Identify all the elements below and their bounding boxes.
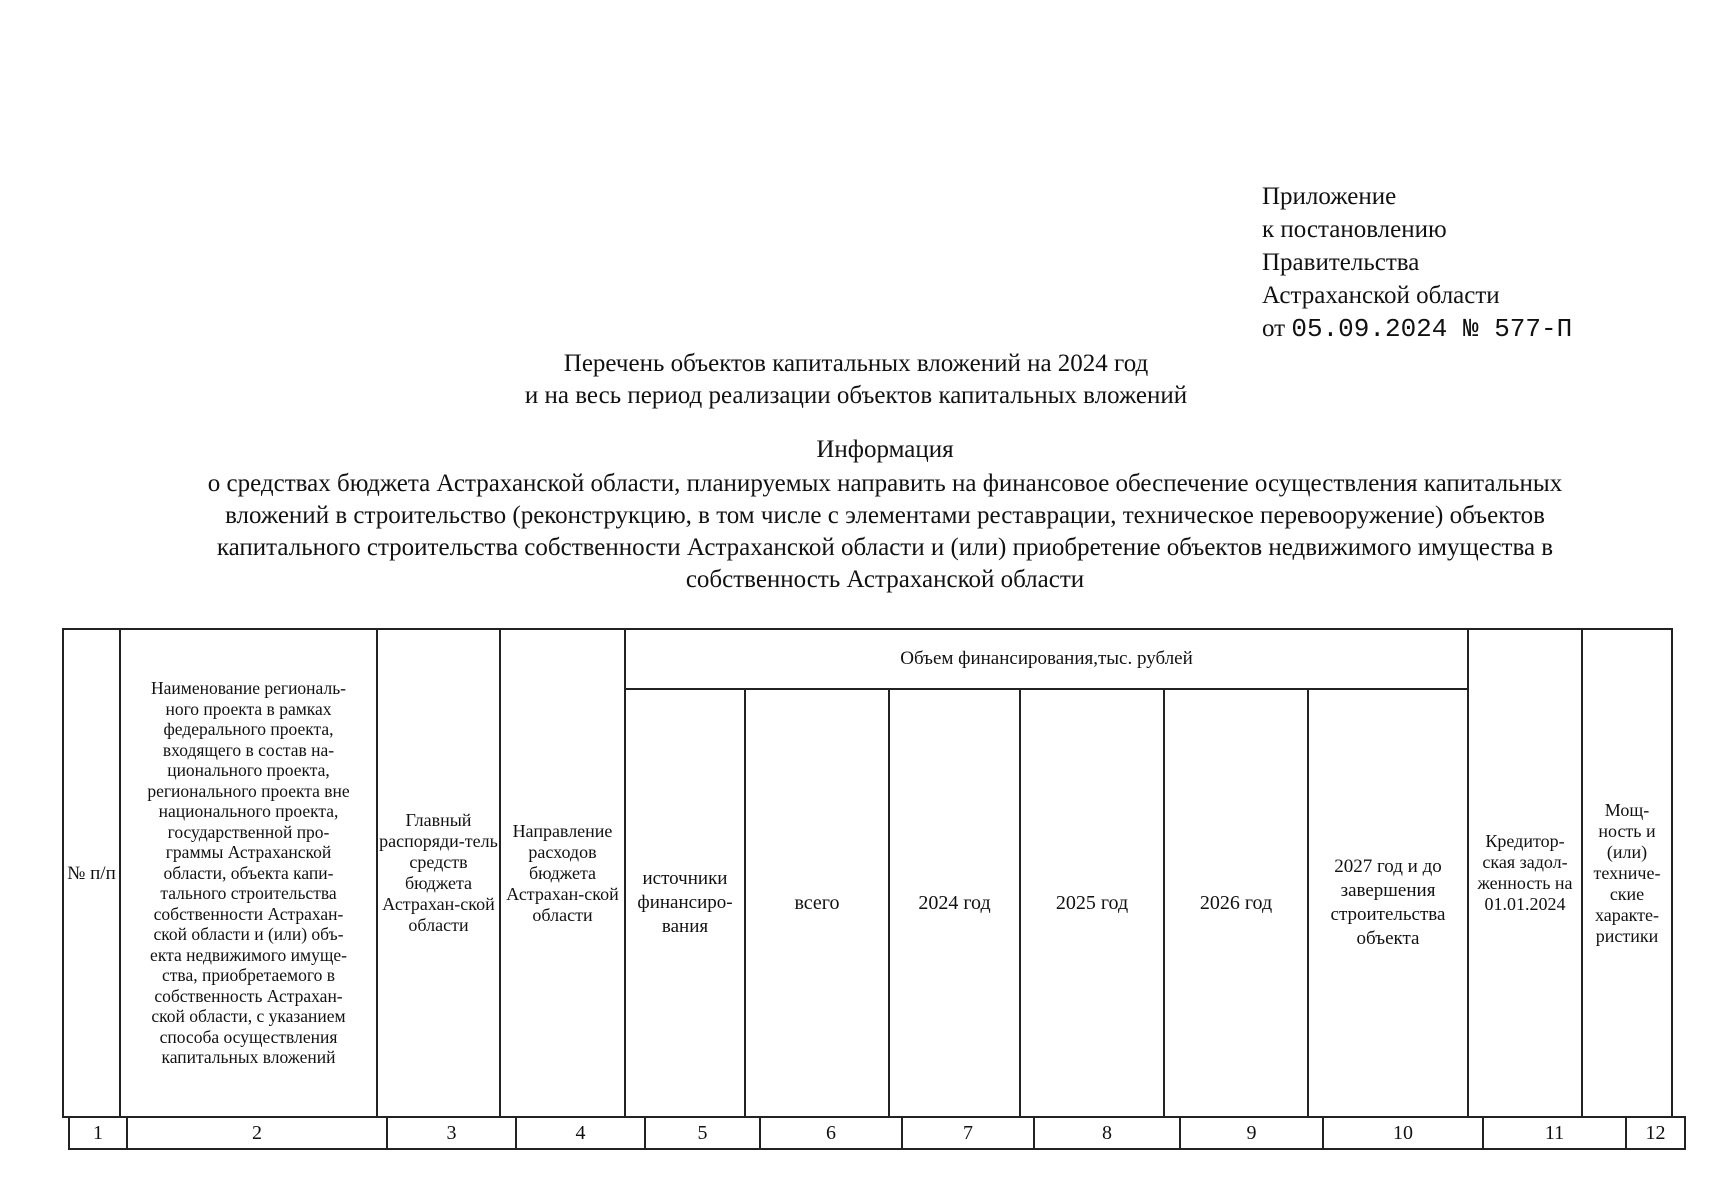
column-number-cell: 8	[1034, 1117, 1180, 1149]
appendix-line-4: Астраханской области	[1262, 282, 1500, 309]
column-number-cell: 10	[1323, 1117, 1483, 1149]
col-sources-header: источники финансиро-вания	[625, 689, 745, 1117]
col-name-line: ного проекта в рамках	[165, 698, 332, 719]
info-line-3: капитального строительства собственности Астраханской области и (или) приобретение объектов недвижимого имущества в	[216, 534, 1554, 561]
col-name-line: входящего в состав на-	[162, 739, 335, 760]
col-name-line: ционального проекта,	[167, 760, 330, 781]
col-name-line: тального строительства	[160, 883, 337, 904]
document-title	[0, 348, 1712, 412]
col-2027-header: 2027 год и до завершения строительства объекта	[1308, 689, 1468, 1117]
funding-volume-header: Объем финансирования,тыс. рублей	[625, 629, 1468, 689]
info-heading: Информация	[816, 436, 954, 463]
col-name-header	[120, 629, 377, 1117]
column-number-cell: 2	[127, 1117, 387, 1149]
col-name-line: ской области и (или) объ-	[153, 924, 344, 945]
info-line-1: о средствах бюджета Астраханской области, планируемых направить на финансовое обеспечение осуществления капитальных	[207, 470, 1563, 497]
col-name-line: Наименование региональ-	[150, 678, 347, 699]
column-number-cell: 12	[1626, 1117, 1685, 1149]
col-total-header: всего	[745, 689, 889, 1117]
appendix-line-2: к постановлению	[1262, 216, 1447, 243]
col-name-line: федерального проекта,	[163, 719, 334, 740]
col-capacity-header: Мощ-ность и (или) техниче-ские характе-ристики	[1582, 629, 1672, 1117]
col-name-line: капитальных вложений	[161, 1047, 336, 1068]
col-name-line: национального проекта,	[158, 801, 339, 822]
header-table	[62, 628, 1673, 1118]
col-name-line: екта недвижимого имуще-	[150, 944, 347, 965]
appendix-line-1: Приложение	[1262, 183, 1397, 210]
col-name-line: способа осуществления	[159, 1026, 338, 1047]
column-number-cell: 6	[760, 1117, 902, 1149]
column-number-cell: 7	[902, 1117, 1034, 1149]
appendix-line-3: Правительства	[1262, 249, 1420, 276]
title-line-2: и на весь период реализации объектов капитальных вложений	[524, 382, 1188, 409]
title-line-1: Перечень объектов капитальных вложений на 2024 год	[563, 350, 1149, 377]
col-name-line: области, объекта капи-	[163, 862, 334, 883]
info-line-2: вложений в строительство (реконструкцию, в том числе с элементами реставрации, техническое перевооружение) объектов	[225, 502, 1545, 529]
appendix-date-prefix: от	[1262, 315, 1292, 342]
info-line-4: собственность Астраханской области	[685, 566, 1085, 593]
col-name-line: ской области, с указанием	[151, 1006, 346, 1027]
col-name-line: ства, приобретаемого в	[162, 965, 335, 986]
col-name-line: регионального проекта вне	[147, 780, 350, 801]
appendix-date-line	[1262, 312, 1572, 346]
column-number-cell: 9	[1180, 1117, 1323, 1149]
col-number-header: № п/п	[63, 629, 120, 1117]
col-debt-header: Кредитор-ская задол-женность на 01.01.2024	[1468, 629, 1582, 1117]
col-name-line: собственности Астрахан-	[153, 903, 344, 924]
col-name-line: государственной про-	[167, 821, 330, 842]
appendix-date-value: 05.09.2024 № 577-П	[1291, 314, 1573, 344]
column-number-cell: 11	[1483, 1117, 1626, 1149]
col-name-line: граммы Астраханской	[165, 842, 332, 863]
column-number-cell: 1	[69, 1117, 127, 1149]
col-2024-header: 2024 год	[889, 689, 1020, 1117]
column-number-cell: 3	[387, 1117, 516, 1149]
column-numbers-row	[68, 1116, 1686, 1150]
column-number-cell: 4	[516, 1117, 645, 1149]
col-direction-header: Направление расходов бюджета Астрахан-ской области	[500, 629, 625, 1117]
col-2025-header: 2025 год	[1020, 689, 1164, 1117]
info-block	[90, 434, 1680, 596]
column-number-cell: 5	[645, 1117, 760, 1149]
col-2026-header: 2026 год	[1164, 689, 1308, 1117]
appendix-block	[1262, 180, 1572, 346]
col-manager-header: Главный распоряди-тель средств бюджета Астрахан-ской области	[377, 629, 500, 1117]
col-name-line: собственность Астрахан-	[154, 985, 343, 1006]
